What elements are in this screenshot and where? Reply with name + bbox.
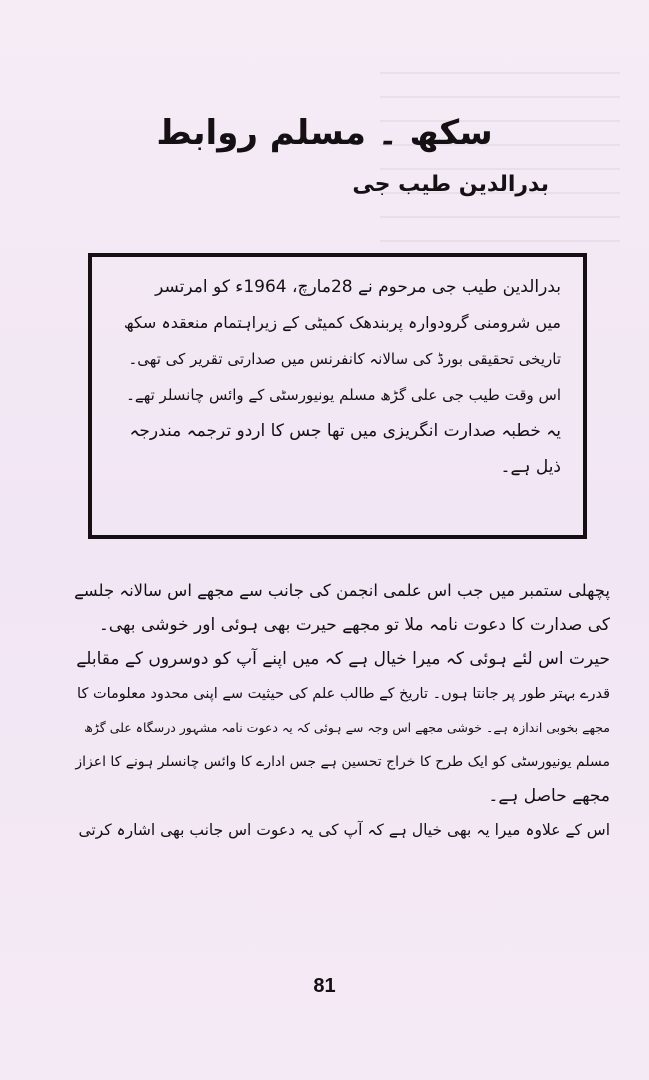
body-line: کی صدارت کا دعوت نامہ ملا تو مجھے حیرت بھی ہوئی اور خوشی بھی۔	[98, 615, 610, 636]
page-number: 81	[313, 975, 336, 997]
intro-line: ذیل ہے۔	[500, 457, 561, 477]
intro-note-box	[88, 253, 587, 539]
intro-line: بدرالدین طیب جی مرحوم نے 28مارچ، 1964ء کو امرتسر	[155, 277, 561, 297]
body-text	[70, 574, 610, 848]
chapter-title: سکھ ۔ مسلم روابط	[156, 113, 493, 153]
intro-line: تاریخی تحقیقی بورڈ کی سالانہ کانفرنس میں صدارتی تقریر کی تھی۔	[128, 350, 561, 368]
body-line: پچھلی ستمبر میں جب اس علمی انجمن کی جانب سے مجھے اس سالانہ جلسے	[74, 581, 610, 600]
body-line: اس کے علاوہ میرا یہ بھی خیال ہے کہ آپ کی یہ دعوت اس جانب بھی اشارہ کرتی	[78, 821, 610, 840]
intro-line: یہ خطبہ صدارت انگریزی میں تھا جس کا اردو ترجمہ مندرجہ	[129, 421, 561, 441]
body-line: مجھے بخوبی اندازہ ہے۔ خوشی مجھے اس وجہ سے ہوئی کہ یہ دعوت نامہ مشہور درسگاہ علی گڑھ	[84, 719, 610, 735]
author-name: بدرالدین طیب جی	[352, 172, 549, 197]
body-line: حیرت اس لئے ہوئی کہ میرا خیال ہے کہ میں اپنے آپ کو دوسروں کے مقابلے	[76, 649, 610, 670]
body-line: مجھے حاصل ہے۔	[488, 786, 610, 807]
body-line: مسلم یونیورسٹی کو ایک طرح کا خراج تحسین ہے جس ادارے کا وائس چانسلر ہونے کا اعزاز	[75, 753, 610, 770]
body-line: قدرے بہتر طور پر جانتا ہوں۔ تاریخ کے طالب علم کی حیثیت سے اپنی محدود معلومات کا	[77, 685, 610, 702]
intro-line: میں شرومنی گرودوارہ پربندھک کمیٹی کے زیراہتمام منعقدہ سکھ	[123, 313, 561, 332]
intro-line: اس وقت طیب جی علی گڑھ مسلم یونیورسٹی کے وائس چانسلر تھے۔	[126, 386, 561, 404]
